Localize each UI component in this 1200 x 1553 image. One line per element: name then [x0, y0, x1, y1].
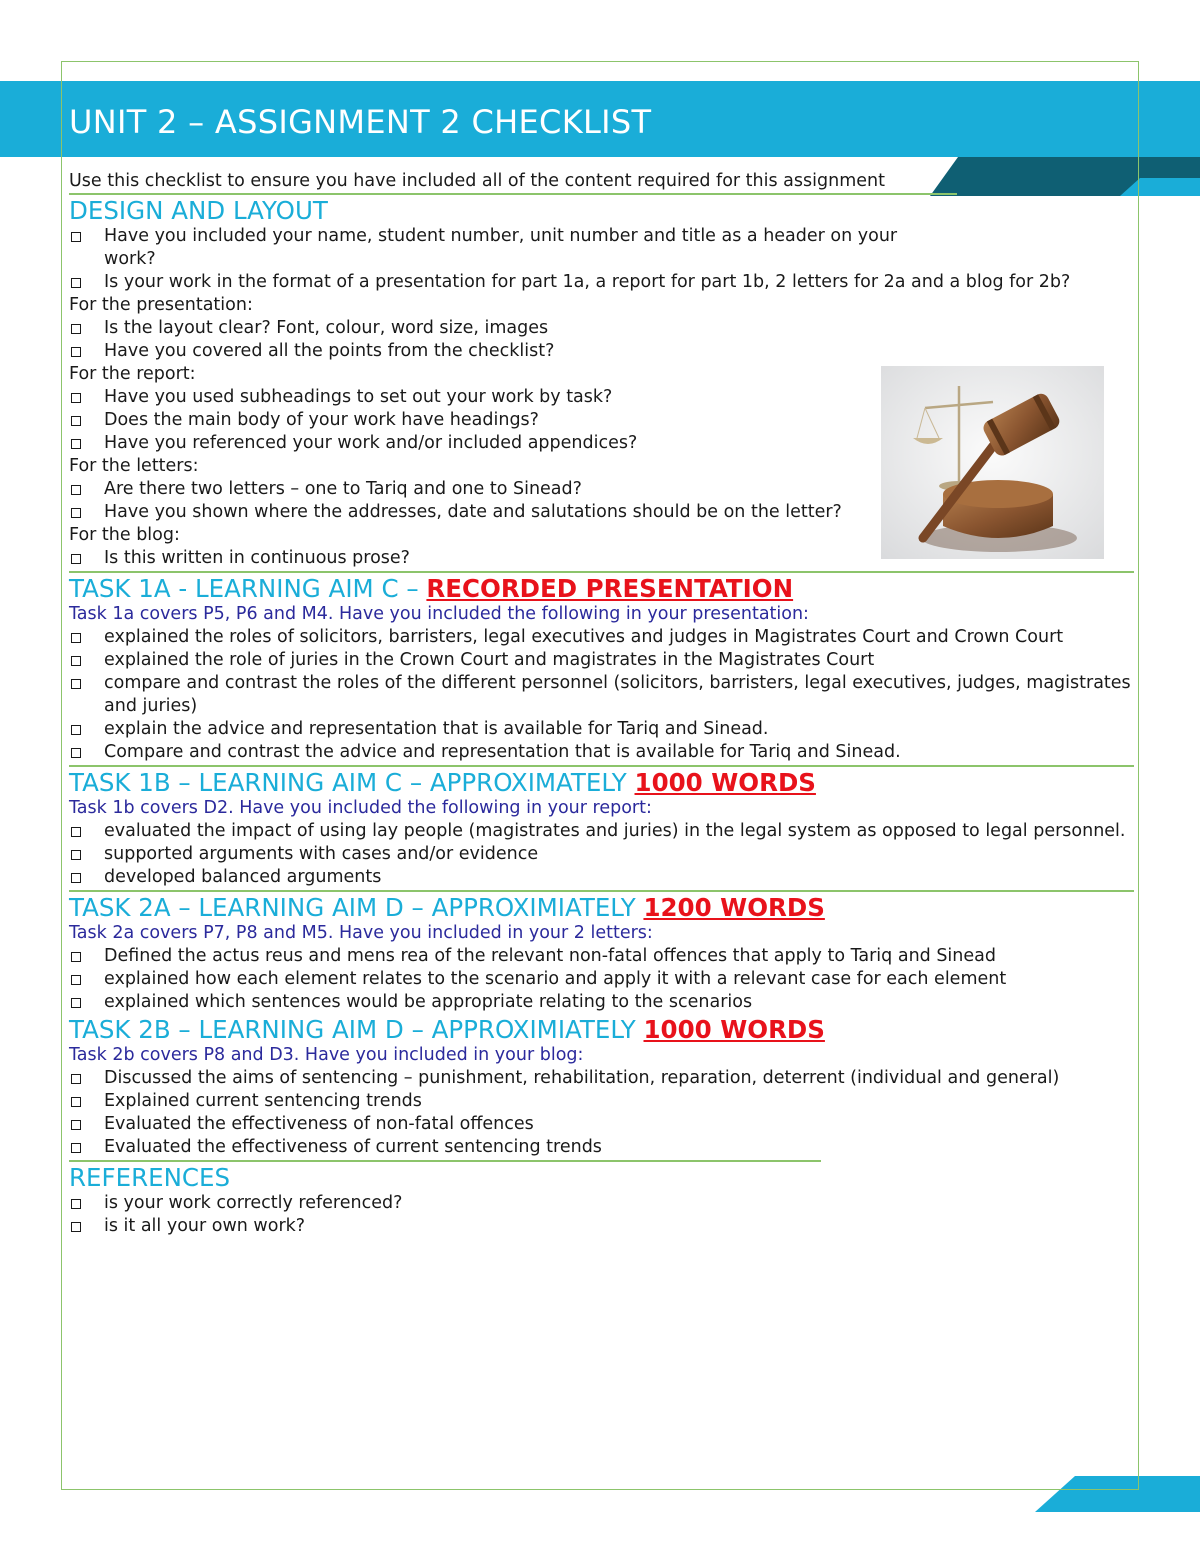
checkbox-icon[interactable]	[69, 317, 104, 340]
checkbox-icon[interactable]	[69, 271, 104, 294]
checklist-item[interactable]: explained the roles of solicitors, barristers, legal executives and judges in Magistrates Court and Crown Court	[69, 626, 1134, 649]
task-1a-subheading: Task 1a covers P5, P6 and M4. Have you included the following in your presentation:	[69, 604, 809, 624]
task-1b-subheading: Task 1b covers D2. Have you included the following in your report:	[69, 798, 652, 818]
heading-task-1a: TASK 1A - LEARNING AIM C – RECORDED PRESENTATION	[69, 574, 794, 603]
section-divider	[69, 1160, 821, 1162]
checkbox-icon[interactable]	[69, 478, 104, 501]
presentation-label: For the presentation:	[69, 295, 253, 315]
page-title: UNIT 2 – ASSIGNMENT 2 CHECKLIST	[69, 103, 652, 141]
checkbox-icon[interactable]	[69, 968, 104, 991]
checklist-item[interactable]: Is the layout clear? Font, colour, word size, images	[69, 317, 1134, 340]
checklist-item[interactable]: compare and contrast the roles of the different personnel (solicitors, barristers, legal executives, judges, magistrates and juries)	[69, 672, 1134, 718]
checklist-item[interactable]: supported arguments with cases and/or evidence	[69, 843, 1134, 866]
checkbox-icon[interactable]	[69, 1136, 104, 1159]
checklist-item[interactable]: Does the main body of your work have headings?	[69, 409, 1134, 432]
task-1a-emphasis: RECORDED PRESENTATION	[426, 574, 794, 603]
section-divider	[69, 890, 1134, 892]
checkbox-icon[interactable]	[69, 386, 104, 409]
checkbox-icon[interactable]	[69, 340, 104, 363]
checkbox-icon[interactable]	[69, 225, 104, 271]
checkbox-icon[interactable]	[69, 820, 104, 843]
checklist-item[interactable]: Compare and contrast the advice and representation that is available for Tariq and Sinead.	[69, 741, 1134, 764]
checkbox-icon[interactable]	[69, 1067, 104, 1090]
checklist-item[interactable]: evaluated the impact of using lay people (magistrates and juries) in the legal system as opposed to legal personnel.	[69, 820, 1134, 843]
checklist-item[interactable]: Have you referenced your work and/or included appendices?	[69, 432, 1134, 455]
checkbox-icon[interactable]	[69, 741, 104, 764]
task-2b-subheading: Task 2b covers P8 and D3. Have you included in your blog:	[69, 1045, 584, 1065]
checklist-item[interactable]: Have you covered all the points from the checklist?	[69, 340, 1134, 363]
letters-label: For the letters:	[69, 456, 199, 476]
checklist-item[interactable]: developed balanced arguments	[69, 866, 1134, 889]
checklist-item[interactable]: explained how each element relates to the scenario and apply it with a relevant case for each element	[69, 968, 1134, 991]
heading-task-2b: TASK 2B – LEARNING AIM D – APPROXIMIATELY 1000 WORDS	[69, 1015, 825, 1044]
checkbox-icon[interactable]	[69, 1090, 104, 1113]
checkbox-icon[interactable]	[69, 1215, 104, 1238]
checklist-item[interactable]: explain the advice and representation that is available for Tariq and Sinead.	[69, 718, 1134, 741]
checkbox-icon[interactable]	[69, 547, 104, 570]
task-2a-subheading: Task 2a covers P7, P8 and M5. Have you included in your 2 letters:	[69, 923, 653, 943]
heading-task-1b: TASK 1B – LEARNING AIM C – APPROXIMATELY 1000 WORDS	[69, 768, 816, 797]
checkbox-icon[interactable]	[69, 718, 104, 741]
checklist-item[interactable]: Is your work in the format of a presentation for part 1a, a report for part 1b, 2 letters for 2a and a blog for 2b?	[69, 271, 1134, 294]
checklist-item[interactable]: Evaluated the effectiveness of non-fatal offences	[69, 1113, 1134, 1136]
heading-references: REFERENCES	[69, 1163, 231, 1192]
checkbox-icon[interactable]	[69, 649, 104, 672]
checkbox-icon[interactable]	[69, 991, 104, 1014]
checkbox-icon[interactable]	[69, 1113, 104, 1136]
checklist-content	[69, 170, 1134, 1238]
task-2b-emphasis: 1000 WORDS	[643, 1015, 825, 1044]
checklist-item[interactable]: Discussed the aims of sentencing – punishment, rehabilitation, reparation, deterrent (individual and general)	[69, 1067, 1134, 1090]
checklist-item[interactable]: Have you shown where the addresses, date and salutations should be on the letter?	[69, 501, 1134, 524]
checkbox-icon[interactable]	[69, 945, 104, 968]
checklist-item[interactable]: is your work correctly referenced?	[69, 1192, 1134, 1215]
blog-label: For the blog:	[69, 525, 180, 545]
checklist-item[interactable]: Defined the actus reus and mens rea of the relevant non-fatal offences that apply to Tariq and Sinead	[69, 945, 1134, 968]
section-divider	[69, 193, 957, 195]
checkbox-icon[interactable]	[69, 501, 104, 524]
section-divider	[69, 765, 1134, 767]
checkbox-icon[interactable]	[69, 626, 104, 649]
checkbox-icon[interactable]	[69, 409, 104, 432]
checkbox-icon[interactable]	[69, 432, 104, 455]
checklist-item[interactable]: Have you used subheadings to set out your work by task?	[69, 386, 1134, 409]
checklist-item[interactable]: Explained current sentencing trends	[69, 1090, 1134, 1113]
heading-task-2a: TASK 2A – LEARNING AIM D – APPROXIMIATELY 1200 WORDS	[69, 893, 825, 922]
checkbox-icon[interactable]	[69, 1192, 104, 1215]
checklist-item[interactable]: is it all your own work?	[69, 1215, 1134, 1238]
checklist-item[interactable]: Evaluated the effectiveness of current sentencing trends	[69, 1136, 1134, 1159]
section-divider	[69, 571, 1134, 573]
checklist-item[interactable]: explained which sentences would be appropriate relating to the scenarios	[69, 991, 1134, 1014]
task-2a-emphasis: 1200 WORDS	[643, 893, 825, 922]
intro-text: Use this checklist to ensure you have included all of the content required for this assignment	[69, 171, 885, 191]
checkbox-icon[interactable]	[69, 843, 104, 866]
checklist-item[interactable]: explained the role of juries in the Crown Court and magistrates in the Magistrates Court	[69, 649, 1134, 672]
task-1b-emphasis: 1000 WORDS	[634, 768, 816, 797]
checklist-item[interactable]: Is this written in continuous prose?	[69, 547, 1134, 570]
checklist-item[interactable]: Have you included your name, student number, unit number and title as a header on your work?	[69, 225, 1134, 271]
checkbox-icon[interactable]	[69, 672, 104, 718]
checkbox-icon[interactable]	[69, 866, 104, 889]
checklist-item[interactable]: Are there two letters – one to Tariq and one to Sinead?	[69, 478, 1134, 501]
heading-design-layout: DESIGN AND LAYOUT	[69, 196, 328, 225]
report-label: For the report:	[69, 364, 196, 384]
design-list	[69, 225, 1134, 294]
